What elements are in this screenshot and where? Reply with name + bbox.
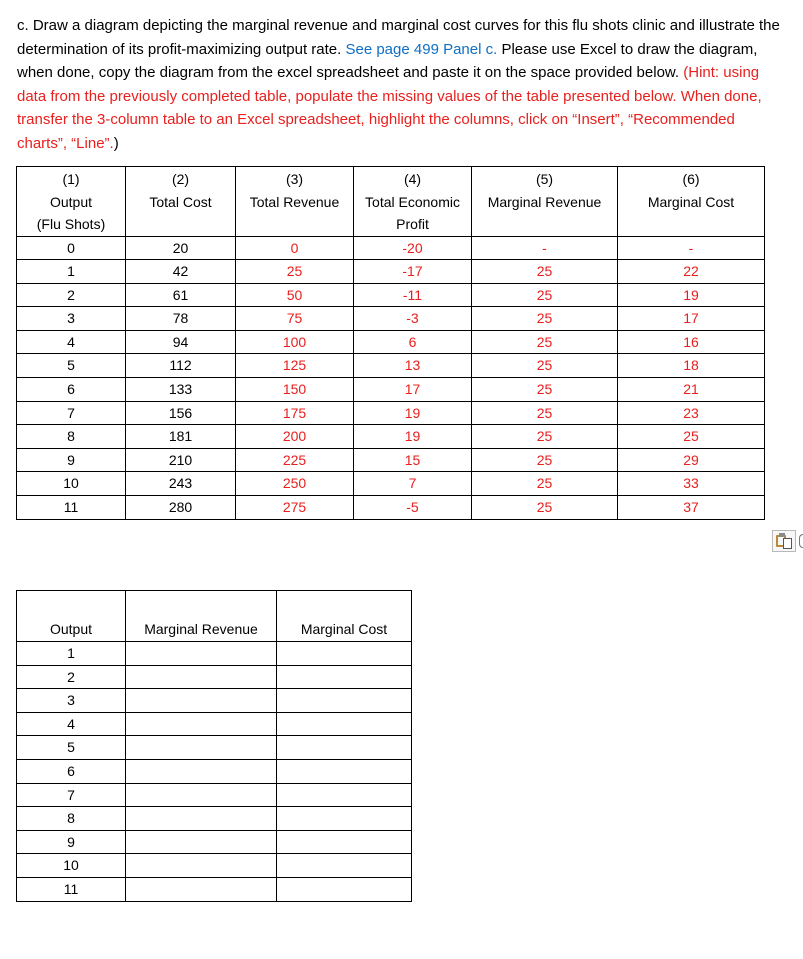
table-row bbox=[17, 665, 412, 689]
hint-text: (Hint: using data from the previously completed table, populate the missing values of the table presented below. When done, transfer the 3-column table to an Excel spreadsheet, highlight the columns, click on “Insert”, “Recommended charts”, “Line”. bbox=[17, 64, 762, 152]
flu-shots-data-table bbox=[16, 166, 765, 520]
cell-total-revenue: 150 bbox=[236, 378, 354, 402]
cell-output: 10 bbox=[17, 854, 126, 878]
table-body bbox=[17, 642, 412, 902]
cell-marginal-revenue[interactable] bbox=[126, 736, 277, 760]
cell-marginal-cost[interactable] bbox=[277, 736, 412, 760]
cell-output: 8 bbox=[17, 425, 126, 449]
cell-total-economic-profit: 15 bbox=[354, 448, 472, 472]
marginal-values-table bbox=[16, 590, 412, 902]
cell-total-revenue: 0 bbox=[236, 236, 354, 260]
cell-total-cost: 112 bbox=[126, 354, 236, 378]
table-row bbox=[17, 354, 765, 378]
cell-total-cost: 243 bbox=[126, 472, 236, 496]
cell-output: 2 bbox=[17, 665, 126, 689]
cell-marginal-cost: 22 bbox=[618, 260, 765, 284]
cell-total-cost: 133 bbox=[126, 378, 236, 402]
cell-output: 4 bbox=[17, 712, 126, 736]
table-row bbox=[17, 378, 765, 402]
cell-output: 11 bbox=[17, 877, 126, 901]
clipboard-paste-icon[interactable] bbox=[772, 530, 796, 552]
cell-output: 6 bbox=[17, 378, 126, 402]
cell-marginal-cost[interactable] bbox=[277, 877, 412, 901]
cell-total-cost: 42 bbox=[126, 260, 236, 284]
cell-total-revenue: 175 bbox=[236, 401, 354, 425]
cell-total-economic-profit: 7 bbox=[354, 472, 472, 496]
cell-total-economic-profit: -11 bbox=[354, 283, 472, 307]
cell-output: 0 bbox=[17, 236, 126, 260]
cell-marginal-cost: 25 bbox=[618, 425, 765, 449]
table-row bbox=[17, 877, 412, 901]
header-line: (3) bbox=[285, 171, 304, 187]
table-row bbox=[17, 307, 765, 331]
cell-total-economic-profit: 19 bbox=[354, 401, 472, 425]
cell-marginal-revenue: 25 bbox=[472, 330, 618, 354]
header-line: Total Revenue bbox=[249, 193, 340, 210]
cell-total-economic-profit: -3 bbox=[354, 307, 472, 331]
header-row bbox=[17, 591, 412, 642]
instructions-paragraph bbox=[17, 14, 782, 155]
cell-total-cost: 94 bbox=[126, 330, 236, 354]
table-row bbox=[17, 283, 765, 307]
cell-total-revenue: 250 bbox=[236, 472, 354, 496]
table-row bbox=[17, 736, 412, 760]
cell-total-economic-profit: 19 bbox=[354, 425, 472, 449]
cell-marginal-cost[interactable] bbox=[277, 642, 412, 666]
cutoff-icon bbox=[799, 534, 803, 548]
header-total-cost bbox=[126, 167, 236, 237]
cell-output: 9 bbox=[17, 830, 126, 854]
cell-output: 10 bbox=[17, 472, 126, 496]
cell-marginal-revenue[interactable] bbox=[126, 712, 277, 736]
header-line: Total Economic bbox=[365, 193, 460, 210]
cell-marginal-revenue: 25 bbox=[472, 425, 618, 449]
table-row bbox=[17, 472, 765, 496]
header-row bbox=[17, 167, 765, 237]
cell-total-economic-profit: 6 bbox=[354, 330, 472, 354]
instructions-text-2: Please use Excel to draw the diagram, when done, copy the diagram from the excel spreadsheet and paste it on the space provided below. bbox=[17, 40, 758, 81]
table-row bbox=[17, 330, 765, 354]
cell-total-revenue: 75 bbox=[236, 307, 354, 331]
cell-marginal-revenue[interactable] bbox=[126, 689, 277, 713]
cell-output: 8 bbox=[17, 807, 126, 831]
table-row bbox=[17, 807, 412, 831]
cell-marginal-cost[interactable] bbox=[277, 783, 412, 807]
instructions-text: c. Draw a diagram depicting the marginal revenue and marginal cost curves for this flu shots clinic and illustrate the determination of its profit-maximizing output rate. bbox=[17, 17, 780, 58]
cell-marginal-cost: 37 bbox=[618, 496, 765, 520]
cell-marginal-revenue: 25 bbox=[472, 401, 618, 425]
cell-output: 4 bbox=[17, 330, 126, 354]
cell-marginal-cost[interactable] bbox=[277, 665, 412, 689]
clipboard-clip-icon bbox=[779, 533, 785, 537]
cell-marginal-cost[interactable] bbox=[277, 712, 412, 736]
table-row bbox=[17, 689, 412, 713]
cell-marginal-cost[interactable] bbox=[277, 854, 412, 878]
table-row bbox=[17, 712, 412, 736]
header-marginal-cost bbox=[618, 167, 765, 237]
cell-marginal-revenue: 25 bbox=[472, 354, 618, 378]
table-row bbox=[17, 236, 765, 260]
cell-marginal-revenue: 25 bbox=[472, 448, 618, 472]
cell-total-revenue: 50 bbox=[236, 283, 354, 307]
header-line: Profit bbox=[396, 216, 429, 232]
header-line: (4) bbox=[403, 171, 422, 187]
cell-output: 7 bbox=[17, 401, 126, 425]
cell-total-economic-profit: -5 bbox=[354, 496, 472, 520]
cell-total-cost: 61 bbox=[126, 283, 236, 307]
cell-total-revenue: 100 bbox=[236, 330, 354, 354]
cell-marginal-cost: 18 bbox=[618, 354, 765, 378]
cell-marginal-revenue: - bbox=[472, 236, 618, 260]
header-line: (Flu Shots) bbox=[36, 216, 106, 232]
cell-total-revenue: 275 bbox=[236, 496, 354, 520]
cell-total-revenue: 200 bbox=[236, 425, 354, 449]
cell-output: 6 bbox=[17, 759, 126, 783]
cell-marginal-cost[interactable] bbox=[277, 830, 412, 854]
cell-marginal-revenue: 25 bbox=[472, 260, 618, 284]
cell-output: 5 bbox=[17, 354, 126, 378]
cell-total-economic-profit: 13 bbox=[354, 354, 472, 378]
header-line: Output bbox=[49, 193, 93, 210]
cell-output: 11 bbox=[17, 496, 126, 520]
header-line: (5) bbox=[535, 171, 554, 187]
cell-marginal-revenue: 25 bbox=[472, 307, 618, 331]
table-row bbox=[17, 260, 765, 284]
table-row bbox=[17, 642, 412, 666]
cell-marginal-cost: 33 bbox=[618, 472, 765, 496]
cell-marginal-revenue[interactable] bbox=[126, 854, 277, 878]
table-body bbox=[17, 236, 765, 519]
cell-total-cost: 78 bbox=[126, 307, 236, 331]
closing-paren: ) bbox=[113, 134, 119, 152]
cell-marginal-revenue: 25 bbox=[472, 378, 618, 402]
header-line: Marginal Cost bbox=[647, 193, 735, 210]
table-row bbox=[17, 425, 765, 449]
pasted-page-icon bbox=[783, 538, 792, 549]
cell-marginal-cost[interactable] bbox=[277, 689, 412, 713]
cell-output: 3 bbox=[17, 307, 126, 331]
cell-total-economic-profit: -20 bbox=[354, 236, 472, 260]
cell-marginal-cost: 21 bbox=[618, 378, 765, 402]
cell-total-cost: 156 bbox=[126, 401, 236, 425]
cell-marginal-cost: - bbox=[618, 236, 765, 260]
table-row bbox=[17, 830, 412, 854]
table-row bbox=[17, 759, 412, 783]
cell-total-economic-profit: 17 bbox=[354, 378, 472, 402]
cell-output: 1 bbox=[17, 260, 126, 284]
cell-marginal-revenue: 25 bbox=[472, 496, 618, 520]
cell-marginal-cost: 17 bbox=[618, 307, 765, 331]
cell-marginal-revenue[interactable] bbox=[126, 783, 277, 807]
cell-total-cost: 181 bbox=[126, 425, 236, 449]
cell-total-revenue: 25 bbox=[236, 260, 354, 284]
cell-output: 1 bbox=[17, 642, 126, 666]
cell-marginal-cost[interactable] bbox=[277, 759, 412, 783]
header-line bbox=[126, 213, 235, 236]
header-line bbox=[618, 213, 764, 236]
table-row bbox=[17, 448, 765, 472]
header-line: (2) bbox=[171, 171, 190, 187]
page-reference-link[interactable]: See page 499 Panel c. bbox=[345, 40, 498, 58]
header-total-economic-profit bbox=[354, 167, 472, 237]
header-line bbox=[236, 213, 353, 236]
cell-marginal-revenue: 25 bbox=[472, 283, 618, 307]
header-marginal-cost: Marginal Cost bbox=[277, 591, 412, 642]
cell-marginal-cost: 16 bbox=[618, 330, 765, 354]
table-row bbox=[17, 401, 765, 425]
table-row bbox=[17, 496, 765, 520]
cell-marginal-revenue[interactable] bbox=[126, 807, 277, 831]
cell-marginal-revenue[interactable] bbox=[126, 830, 277, 854]
header-line: Marginal Revenue bbox=[487, 193, 602, 210]
cell-marginal-cost: 29 bbox=[618, 448, 765, 472]
table-row bbox=[17, 854, 412, 878]
cell-output: 2 bbox=[17, 283, 126, 307]
header-total-revenue bbox=[236, 167, 354, 237]
header-line: (6) bbox=[682, 171, 700, 187]
cell-total-economic-profit: -17 bbox=[354, 260, 472, 284]
cell-output: 5 bbox=[17, 736, 126, 760]
cell-marginal-cost: 23 bbox=[618, 401, 765, 425]
header-line: (1) bbox=[62, 171, 80, 187]
cell-total-cost: 210 bbox=[126, 448, 236, 472]
cell-marginal-revenue[interactable] bbox=[126, 877, 277, 901]
table-row bbox=[17, 783, 412, 807]
cell-marginal-revenue[interactable] bbox=[126, 759, 277, 783]
cell-total-revenue: 225 bbox=[236, 448, 354, 472]
cell-marginal-cost: 19 bbox=[618, 283, 765, 307]
cell-output: 9 bbox=[17, 448, 126, 472]
cell-output: 3 bbox=[17, 689, 126, 713]
header-line: Total Cost bbox=[149, 193, 212, 210]
cell-marginal-revenue: 25 bbox=[472, 472, 618, 496]
cell-output: 7 bbox=[17, 783, 126, 807]
header-marginal-revenue: Marginal Revenue bbox=[126, 591, 277, 642]
cell-marginal-revenue[interactable] bbox=[126, 665, 277, 689]
cell-total-cost: 20 bbox=[126, 236, 236, 260]
header-output: Output bbox=[17, 591, 126, 642]
header-line bbox=[472, 213, 617, 236]
header-output bbox=[17, 167, 126, 237]
cell-marginal-revenue[interactable] bbox=[126, 642, 277, 666]
cell-total-cost: 280 bbox=[126, 496, 236, 520]
cell-marginal-cost[interactable] bbox=[277, 807, 412, 831]
header-marginal-revenue bbox=[472, 167, 618, 237]
cell-total-revenue: 125 bbox=[236, 354, 354, 378]
